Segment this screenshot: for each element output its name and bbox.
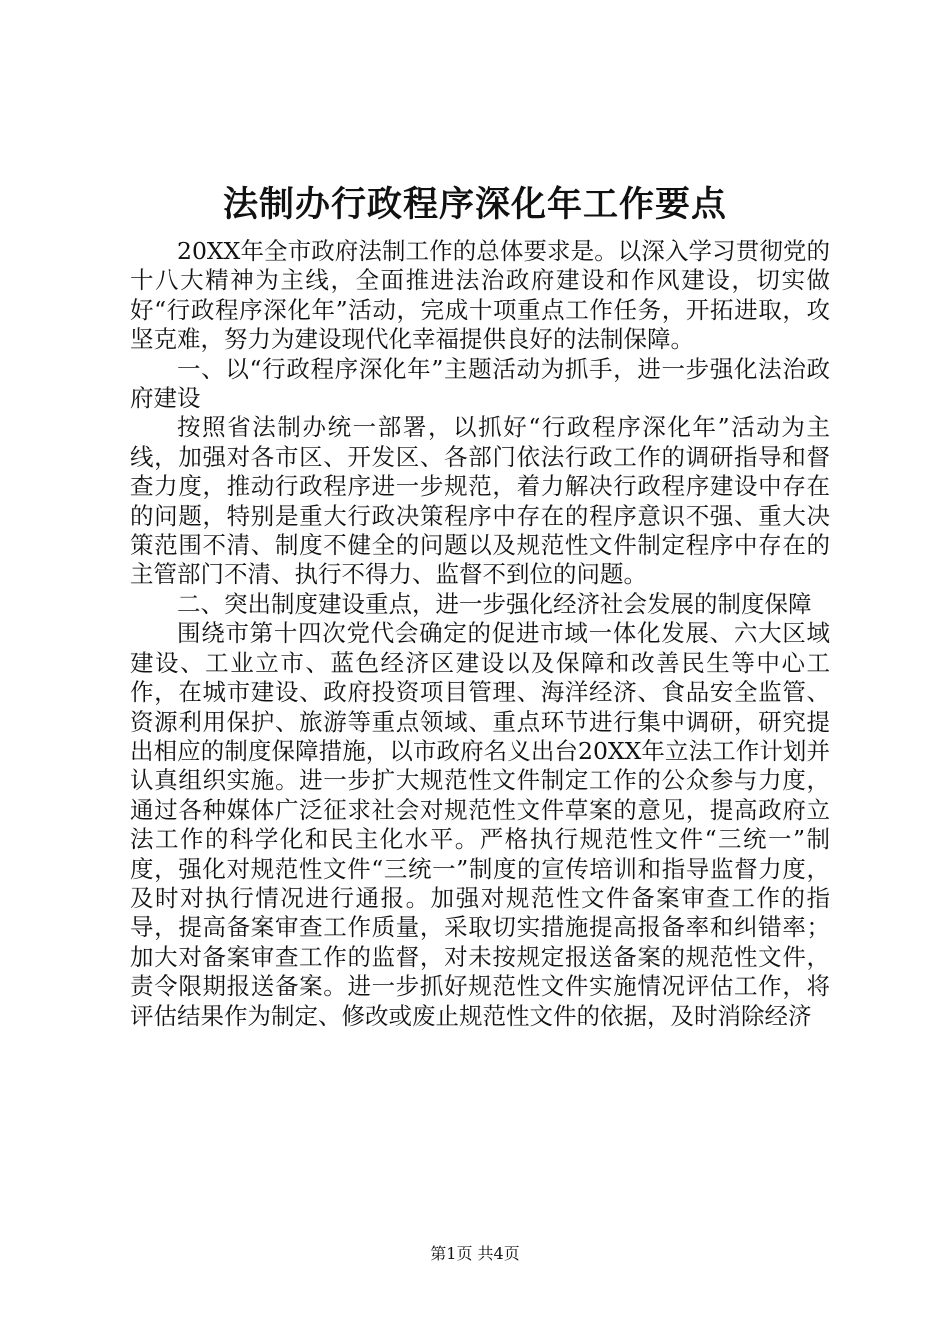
paragraph-intro: 20XX年全市政府法制工作的总体要求是。以深入学习贯彻党的十八大精神为主线，全面推进法治政府建设和作风建设，切实做好“行政程序深化年”活动，完成十项重点工作任务，开拓进取，攻坚克难，努力为建设现代化幸福提供良好的法制保障。	[130, 237, 830, 354]
paragraph-section-2: 围绕市第十四次党代会确定的促进市域一体化发展、六大区域建设、工业立市、蓝色经济区建设以及保障和改善民生等中心工作，在城市建设、政府投资项目管理、海洋经济、食品安全监管、资源利用保护、旅游等重点领域、重点环节进行集中调研，研究提出相应的制度保障措施，以市政府名义出台20XX年立法工作计划并认真组织实施。进一步扩大规范性文件制定工作的公众参与力度，通过各种媒体广泛征求社会对规范性文件草案的意见，提高政府立法工作的科学化和民主化水平。严格执行规范性文件“三统一”制度，强化对规范性文件“三统一”制度的宣传培训和指导监督力度，及时对执行情况进行通报。加强对规范性文件备案审查工作的指导，提高备案审查工作质量，采取切实措施提高报备率和纠错率；加大对备案审查工作的监督，对未按规定报送备案的规范性文件，责令限期报送备案。进一步抓好规范性文件实施情况评估工作，将评估结果作为制定、修改或废止规范性文件的依据，及时消除经济	[130, 619, 830, 1030]
section-heading-2: 二、突出制度建设重点，进一步强化经济社会发展的制度保障	[177, 589, 812, 618]
page-number-footer: 第1页 共4页	[430, 1244, 520, 1263]
document-title: 法制办行政程序深化年工作要点	[222, 185, 727, 225]
section-heading-1: 一、以“行政程序深化年”主题活动为抓手，进一步强化法治政府建设	[130, 354, 830, 413]
document-body	[130, 237, 830, 1031]
paragraph-section-1: 按照省法制办统一部署，以抓好“行政程序深化年”活动为主线，加强对各市区、开发区、各部门依法行政工作的调研指导和督查力度，推动行政程序进一步规范，着力解决行政程序建设中存在的问题，特别是重大行政决策程序中存在的程序意识不强、重大决策范围不清、制度不健全的问题以及规范性文件制定程序中存在的主管部门不清、执行不得力、监督不到位的问题。	[130, 413, 830, 589]
